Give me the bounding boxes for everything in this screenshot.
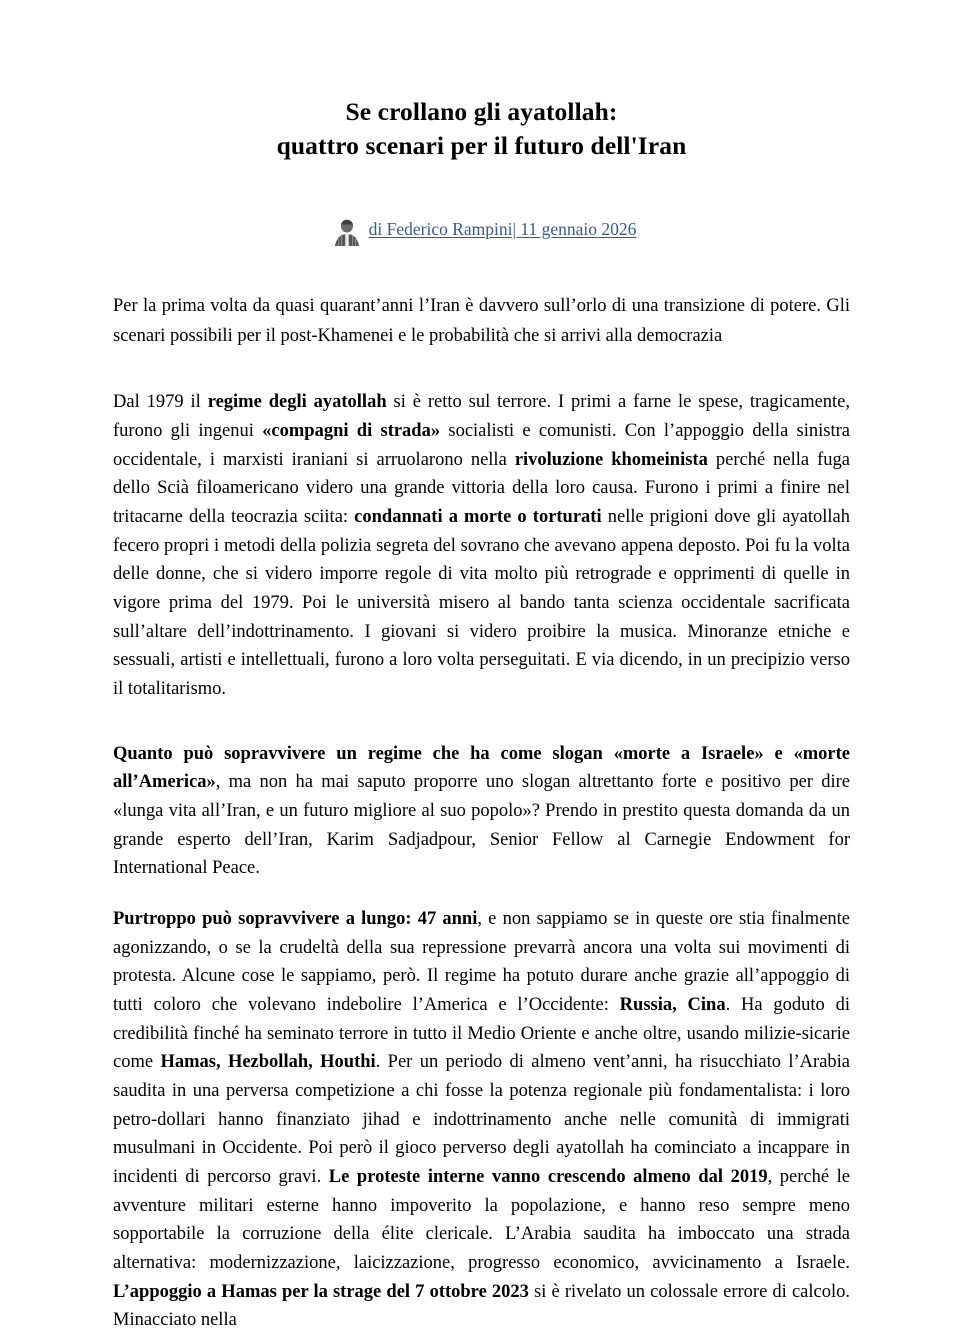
text-run: si è retto sul terrore. I primi a farne le spese, tragicamente, furono gli ingenui — [113, 392, 851, 441]
text-run: si è rivelato un colossale errore di calcolo. Minacciato nella — [113, 1281, 850, 1331]
text-run: «compagni di strada» — [262, 420, 441, 441]
lede-paragraph: Per la prima volta da quasi quarant’anni l’Iran è davvero sull’orlo di una transizione di potere. Gli scenari possibili per il post-Khamenei e le probabilità che si arrivi alla democrazia — [113, 296, 850, 347]
byline-row — [113, 214, 850, 244]
text-run: nelle prigioni dove gli ayatollah fecero propri i metodi della polizia segreta del sovrano che avevano appena deposto. Poi fu la volta delle donne, che si videro imporre regole di vita molto più retrograde e opprimenti di quelle in vigore prima del 1979. Poi le università misero al bando tanta scienza occidentale sacrificata sull’altare dell’indottrinamento. I giovani si videro proibire la musica. Minoranze etniche e sessuali, artisti e intellettuali, furono a loro volta perseguitati. E via dicendo, in un precipizio verso il totalitarismo. — [113, 506, 851, 699]
text-run: regime degli ayatollah — [207, 392, 387, 413]
text-run: , perché le avventure militari esterne hanno impoverito la popolazione, e hanno reso sempre meno sopportabile la corruzione della élite clericale. L’Arabia saudita ha imboccato una strada alternativa: modernizzazione, laicizzazione, progresso economico, avvicinamento a Israele. — [113, 1167, 851, 1274]
text-run: Le proteste interne vanno crescendo almeno dal 2019 — [328, 1167, 768, 1188]
byline-link[interactable]: di Federico Rampini| 11 gennaio 2026 — [368, 218, 637, 239]
text-run: Purtroppo può sopravvivere a lungo: 47 anni — [113, 909, 478, 929]
text-run: condannati a morte o torturati — [354, 506, 602, 527]
text-run: . Per un periodo di almeno vent’anni, ha risucchiato l’Arabia saudita in una perversa competizione a chi fosse la potenza regionale più fondamentalista: i loro petro-dollari hanno finanziato jihad e indottrinamento anche nelle comunità di immigrati musulmani in Occidente. Poi però il gioco perverso degli ayatollah ha cominciato a incappare in incidenti di percorso gravi. — [113, 1052, 851, 1188]
text-run: socialisti e comunisti. Con l’appoggio della sinistra occidentale, i marxisti iraniani si arruolarono nella — [113, 420, 850, 470]
page-title-line-2: quattro scenari per il futuro dell'Iran — [276, 130, 687, 160]
body-paragraph-3 — [113, 905, 850, 1335]
text-run: rivoluzione khomeinista — [514, 449, 708, 470]
text-run: , ma non ha mai saputo proporre uno slogan altrettanto forte e positivo per dire «lunga vita all’Iran, e un futuro migliore al suo popolo»? Prendo in prestito questa domanda da un grande esperto dell’Iran, Karim Sadjadpour, Senior Fellow al Carnegie Endowment for International Peace. — [113, 772, 850, 879]
text-run: . Ha goduto di credibilità finché ha seminato terrore in tutto il Medio Oriente e anche oltre, usando milizie-sicarie come — [113, 995, 850, 1073]
text-run: Dal 1979 il — [113, 392, 208, 413]
body-paragraph-2 — [113, 740, 850, 883]
text-run: perché nella fuga dello Scià filoamericano videro una grande vittoria della loro causa. Furono i primi a finire nel tritacarne della teocrazia sciita: — [113, 449, 851, 527]
page-title — [113, 95, 850, 162]
text-run: Hamas, Hezbollah, Houthi — [160, 1052, 376, 1073]
text-run: Russia, Cina — [619, 995, 726, 1016]
page-title-line-1: Se crollano gli ayatollah: — [345, 97, 618, 126]
text-run: Quanto può sopravvivere un regime che ha come slogan «morte a Israele» e «morte all’America» — [113, 743, 850, 793]
text-run: , e non sappiamo se in queste ore stia finalmente agonizzando, o se la crudeltà della sua repressione prevarrà ancora una volta sui movimenti di protesta. Alcune cose le sappiamo, però. Il regime ha potuto durare anche grazie all’appoggio di tutti coloro che volevano indebolire l’America e l’Occidente: — [113, 909, 851, 1016]
body-paragraph-1 — [113, 388, 850, 703]
author-portrait-icon — [327, 217, 367, 247]
text-run: L’appoggio a Hamas per la strage del 7 ottobre 2023 — [113, 1281, 529, 1302]
